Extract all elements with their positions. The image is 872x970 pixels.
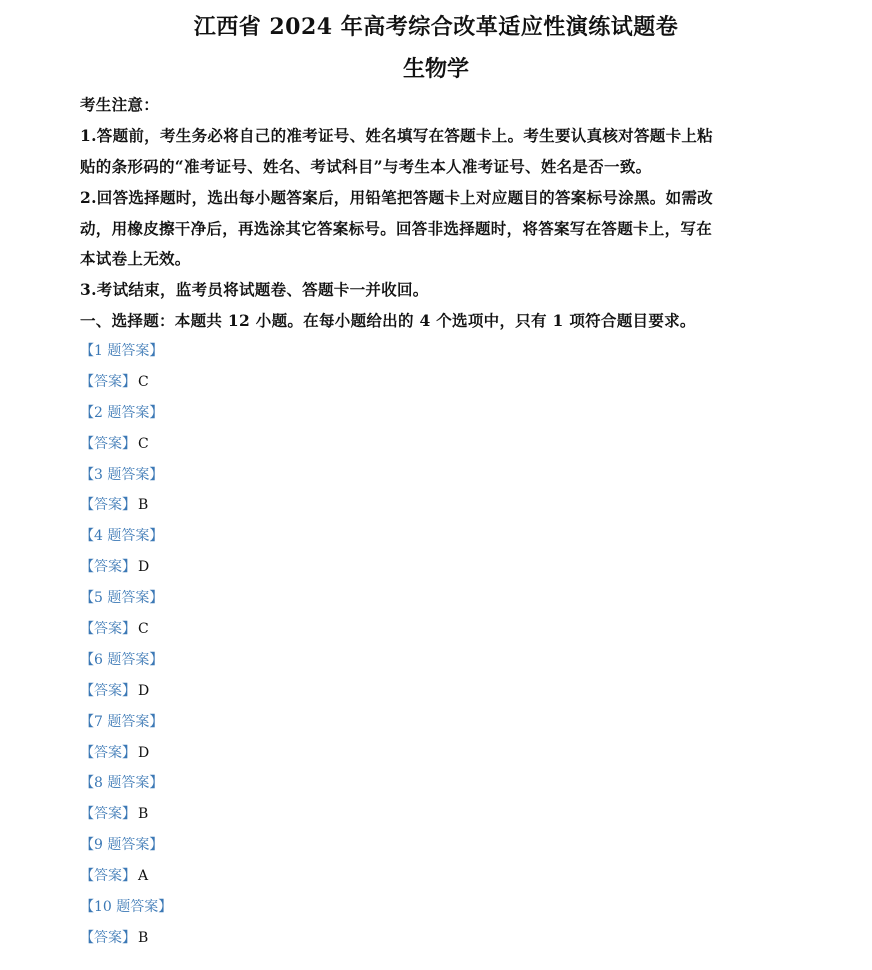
document-subtitle: 生物学 bbox=[402, 56, 469, 82]
answer-tag: 【答案】 bbox=[80, 682, 136, 699]
answer-value: B bbox=[138, 806, 149, 823]
question-label: 【9 题答案】 bbox=[80, 837, 164, 854]
notice-line: 2.回答选择题时，选出每小题答案后，用铅笔把答题卡上对应题目的答案标号涂黑。如需改 bbox=[80, 188, 713, 207]
answer-row bbox=[80, 618, 172, 649]
answer-value: C bbox=[138, 621, 149, 638]
answer-tag: 【答案】 bbox=[80, 497, 136, 514]
question-label: 【3 题答案】 bbox=[80, 466, 164, 483]
answer-row bbox=[80, 494, 172, 525]
answer-value: C bbox=[138, 373, 149, 390]
notice-line: 本试卷上无效。 bbox=[80, 249, 191, 268]
answer-row bbox=[80, 371, 172, 402]
section-heading: 一、选择题：本题共 12 小题。在每小题给出的 4 个选项中，只有 1 项符合题目要求。 bbox=[80, 311, 696, 330]
notice-line: 贴的条形码的“准考证号、姓名、考试科目”与考生本人准考证号、姓名是否一致。 bbox=[80, 157, 652, 176]
document-title: 江西省 2024 年高考综合改革适应性演练试题卷 bbox=[193, 14, 679, 40]
answer-value: B bbox=[138, 929, 149, 946]
answer-row bbox=[80, 865, 172, 896]
question-label: 【2 题答案】 bbox=[80, 404, 164, 421]
question-label: 【10 题答案】 bbox=[80, 899, 173, 916]
notice-line: 动，用橡皮擦干净后，再选涂其它答案标号。回答非选择题时，将答案写在答题卡上，写在 bbox=[80, 219, 713, 238]
answer-row bbox=[80, 680, 172, 711]
notice-heading: 考生注意： bbox=[80, 95, 160, 114]
notice-line: 3.考试结束，监考员将试题卷、答题卡一并收回。 bbox=[80, 280, 429, 299]
answer-tag: 【答案】 bbox=[80, 744, 136, 761]
answer-list bbox=[80, 340, 172, 958]
answer-tag: 【答案】 bbox=[80, 373, 136, 390]
answer-tag: 【答案】 bbox=[80, 621, 136, 638]
answer-row bbox=[80, 556, 172, 587]
question-label: 【8 题答案】 bbox=[80, 775, 164, 792]
answer-value: C bbox=[138, 435, 149, 452]
question-label: 【4 题答案】 bbox=[80, 528, 164, 545]
answer-row bbox=[80, 927, 172, 958]
question-label: 【5 题答案】 bbox=[80, 590, 164, 607]
answer-value: B bbox=[138, 497, 149, 514]
answer-tag: 【答案】 bbox=[80, 806, 136, 823]
answer-value: A bbox=[138, 868, 149, 885]
question-label: 【1 题答案】 bbox=[80, 343, 164, 359]
answer-tag: 【答案】 bbox=[80, 435, 136, 452]
answer-row bbox=[80, 433, 172, 464]
answer-value: D bbox=[138, 744, 150, 761]
answer-tag: 【答案】 bbox=[80, 929, 136, 946]
answer-value: D bbox=[138, 559, 150, 576]
notice-line: 1.答题前，考生务必将自己的准考证号、姓名填写在答题卡上。考生要认真核对答题卡上粘 bbox=[80, 126, 713, 145]
question-label: 【6 题答案】 bbox=[80, 651, 164, 668]
answer-row bbox=[80, 742, 172, 773]
answer-tag: 【答案】 bbox=[80, 868, 136, 885]
answer-value: D bbox=[138, 682, 150, 699]
answer-tag: 【答案】 bbox=[80, 559, 136, 576]
question-label: 【7 题答案】 bbox=[80, 713, 164, 730]
answer-row bbox=[80, 803, 172, 834]
